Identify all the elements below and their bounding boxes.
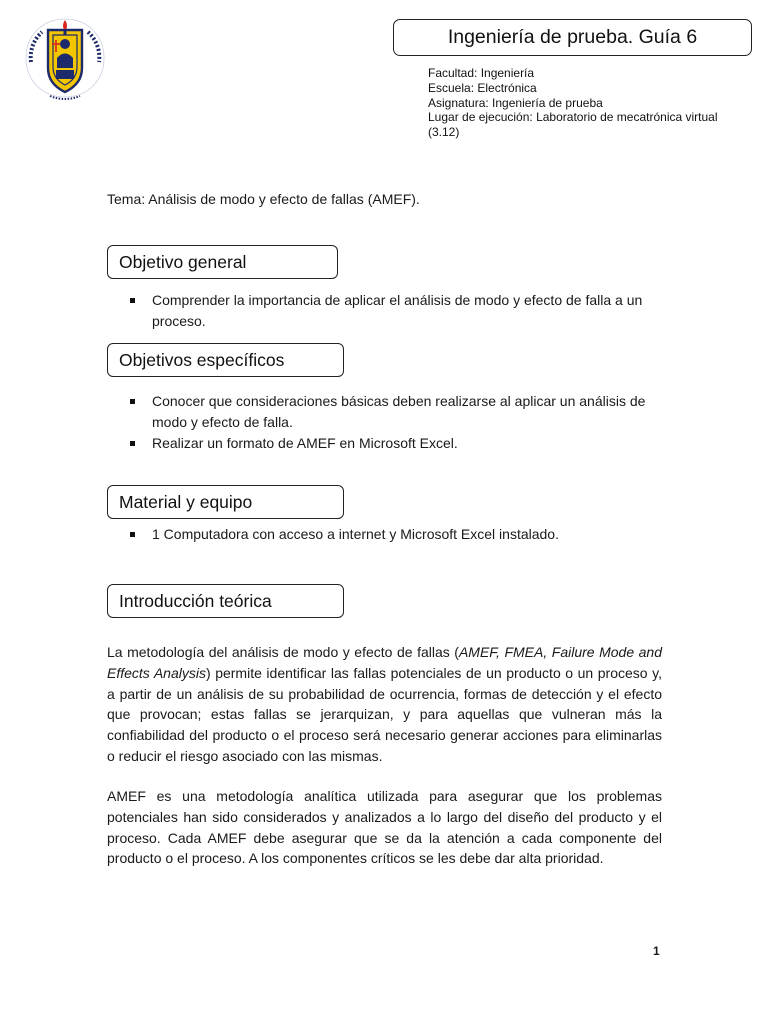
objetivo-general-list [128,290,668,332]
heading-objetivos-especificos: Objetivos específicos [107,343,344,377]
info-location-code: (3.12) [428,125,460,140]
info-location: Lugar de ejecución: Laboratorio de mecatrónica virtual [428,110,718,125]
info-faculty: Facultad: Ingeniería [428,66,535,80]
list-item: Comprender la importancia de aplicar el análisis de modo y efecto de falla a un proceso. [128,290,668,332]
heading-objetivo-general: Objetivo general [107,245,338,279]
intro-italic-terms: AMEF, FMEA, Failure Mode and Effects Analysis [107,644,662,681]
objetivos-especificos-list [128,391,668,454]
document-title: Ingeniería de prueba. Guía 6 [393,19,752,56]
university-logo [20,16,110,100]
intro-paragraph-2: AMEF es una metodología analítica utilizada para asegurar que los problemas potenciales han sido considerados y analizados a lo largo del diseño del producto y el proceso. Cada AMEF debe asegurar que se da la atención a cada componente del producto o el proceso. A los componentes críticos se les debe dar alta prioridad. [107,788,662,867]
heading-introduccion: Introducción teórica [107,584,344,618]
page-number: 1 [653,944,660,958]
list-item: Realizar un formato de AMEF en Microsoft Excel. [128,433,668,454]
material-list [128,524,668,545]
info-school: Escuela: Electrónica [428,80,537,95]
course-info [428,66,758,140]
heading-material-equipo: Material y equipo [107,485,344,519]
list-item: 1 Computadora con acceso a internet y Microsoft Excel instalado. [128,524,668,545]
topic: Tema: Análisis de modo y efecto de fallas (AMEF). [107,191,420,207]
info-subject: Asignatura: Ingeniería de prueba [428,95,603,110]
intro-paragraph-1: La metodología del análisis de modo y efecto de fallas (AMEF, FMEA, Failure Mode and Effects Analysis) permite identificar las fallas potenciales de un producto o un proceso y, a partir de un análisis de su probabilidad de ocurrencia, formas de detección y el efecto que provocan; estas fallas se jerarquizan, y para aquellas que vulneran más la confiabilidad del producto o el proceso será necesario generar acciones para eliminarlas o reducir el riesgo asociado con las mismas. [107,644,662,764]
list-item: Conocer que consideraciones básicas deben realizarse al aplicar un análisis de modo y efecto de falla. [128,391,668,433]
